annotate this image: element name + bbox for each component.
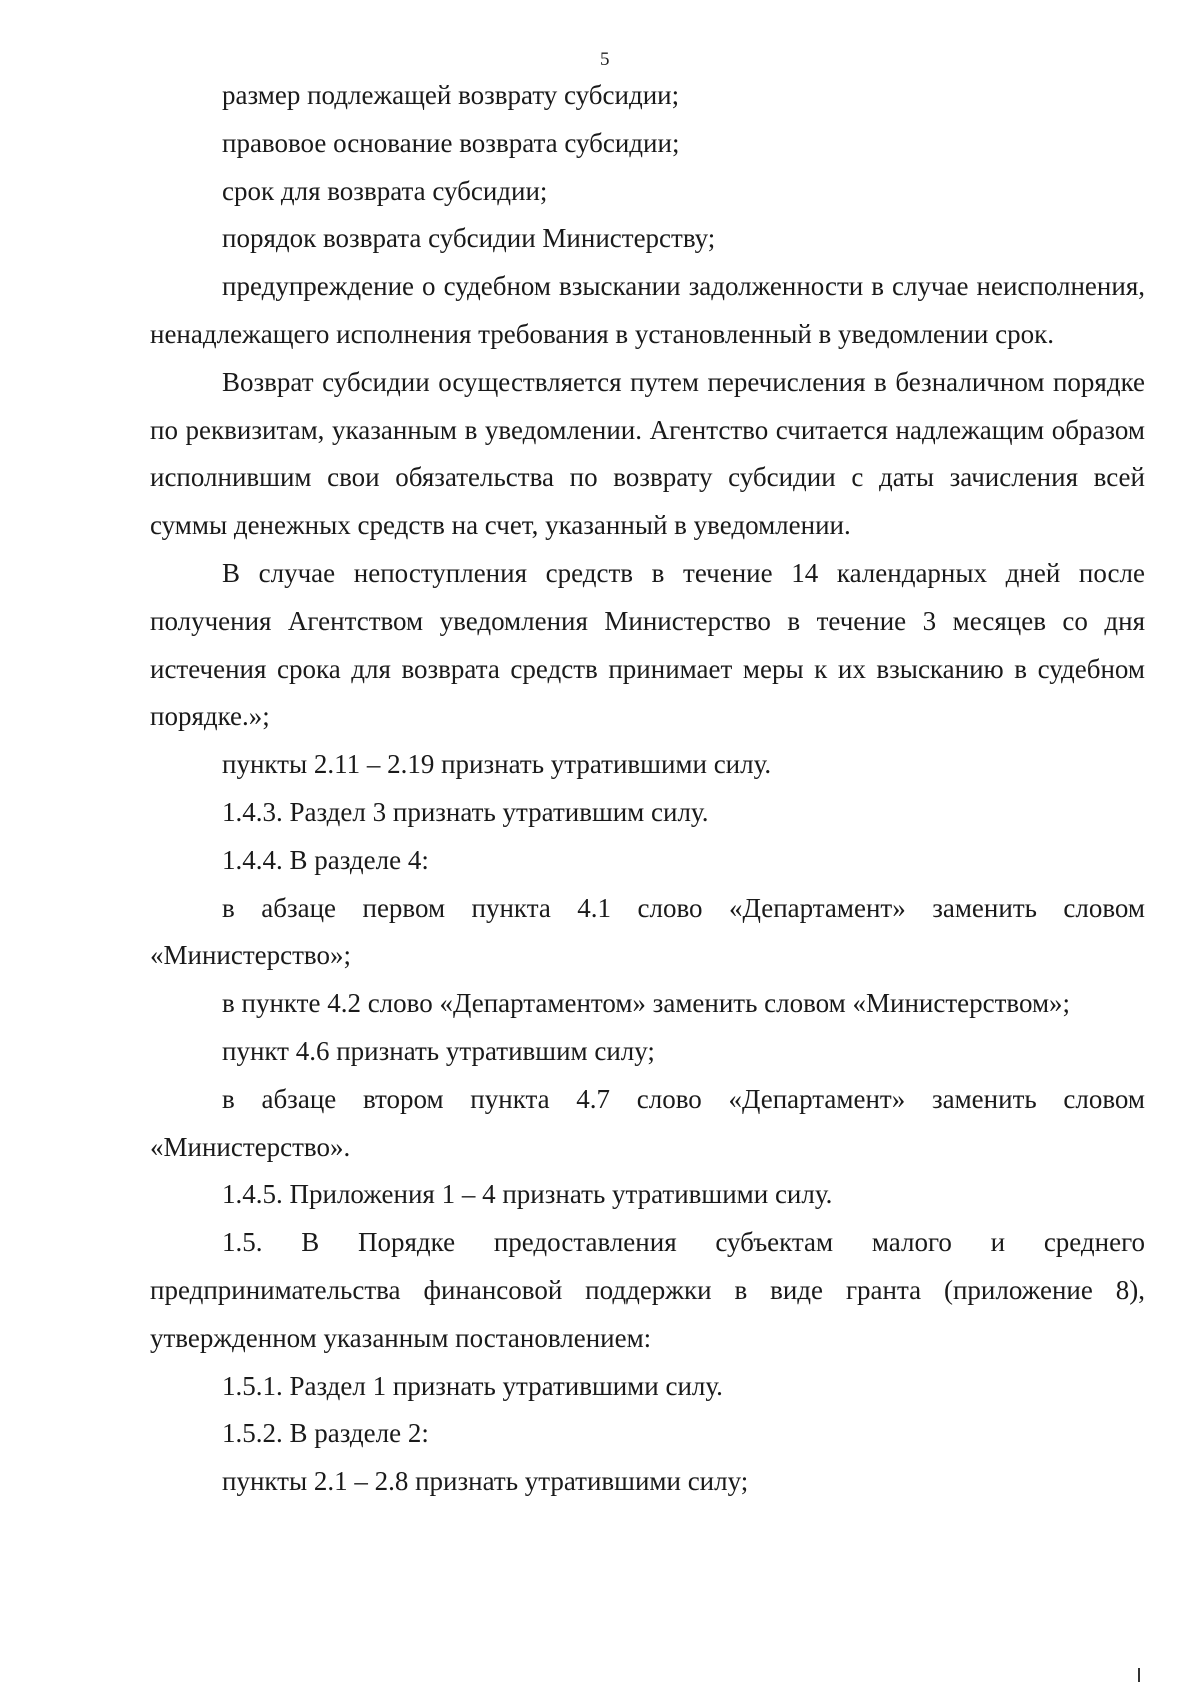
paragraph-refund-method: Возврат субсидии осуществляется путем перечисления в безналичном порядке по реквизитам, указанным в уведомлении. Агентство считается надлежащим образом исполнившим свои обязательства по возврату субсидии с даты зачисления всей суммы денежных средств на счет, указанный в уведомлении. [150,366,1145,541]
paragraph-refund-deadline: срок для возврата субсидии; [222,175,548,206]
paragraph-1-4-5: 1.4.5. Приложения 1 – 4 признать утратившими силу. [222,1179,833,1210]
paragraph-item-4-1: в абзаце первом пункта 4.1 слово «Департамент» заменить словом «Министерство»; [150,892,1145,971]
paragraph-items-2-11-2-19: пункты 2.11 – 2.19 признать утратившими силу. [222,749,772,780]
paragraph-1-5-1: 1.5.1. Раздел 1 признать утратившими силу. [222,1370,723,1401]
paragraph-refund-amount: размер подлежащей возврату субсидии; [222,80,680,110]
paragraph-court-warning: предупреждение о судебном взыскании задолженности в случае неисполнения, ненадлежащего исполнения требования в установленный в уведомлении срок. [150,271,1145,349]
paragraph-refund-procedure: порядок возврата субсидии Министерству; [222,223,716,254]
paragraph-item-4-2: в пункте 4.2 слово «Департаментом» заменить словом «Министерством»; [222,988,1071,1019]
paragraph-legal-basis: правовое основание возврата субсидии; [222,127,680,158]
paragraph-non-receipt: В случае непоступления средств в течение 14 календарных дней после получения Агентством уведомления Министерство в течение 3 месяцев со дня истечения срока для возврата средств принимает меры к их взысканию в судебном порядке.»; [150,557,1145,732]
paragraph-item-4-7: в абзаце втором пункта 4.7 слово «Департамент» заменить словом «Министерство». [150,1083,1145,1162]
paragraph-item-4-6: пункт 4.6 признать утратившим силу; [222,1035,655,1066]
paragraph-1-4-4: 1.4.4. В разделе 4: [222,844,429,875]
scan-edge-mark [1138,1668,1140,1682]
paragraph-1-5: 1.5. В Порядке предоставления субъектам малого и среднего предпринимательства финансовой поддержки в виде гранта (приложение 8), утвержденном указанным постановлением: [150,1227,1145,1353]
paragraph-1-4-3: 1.4.3. Раздел 3 признать утратившим силу. [222,796,709,827]
paragraph-1-5-2: 1.5.2. В разделе 2: [222,1418,429,1449]
page-number: 5 [600,49,610,70]
paragraph-items-2-1-2-8: пункты 2.1 – 2.8 признать утратившими силу; [222,1466,749,1497]
document-body [150,72,1145,1506]
